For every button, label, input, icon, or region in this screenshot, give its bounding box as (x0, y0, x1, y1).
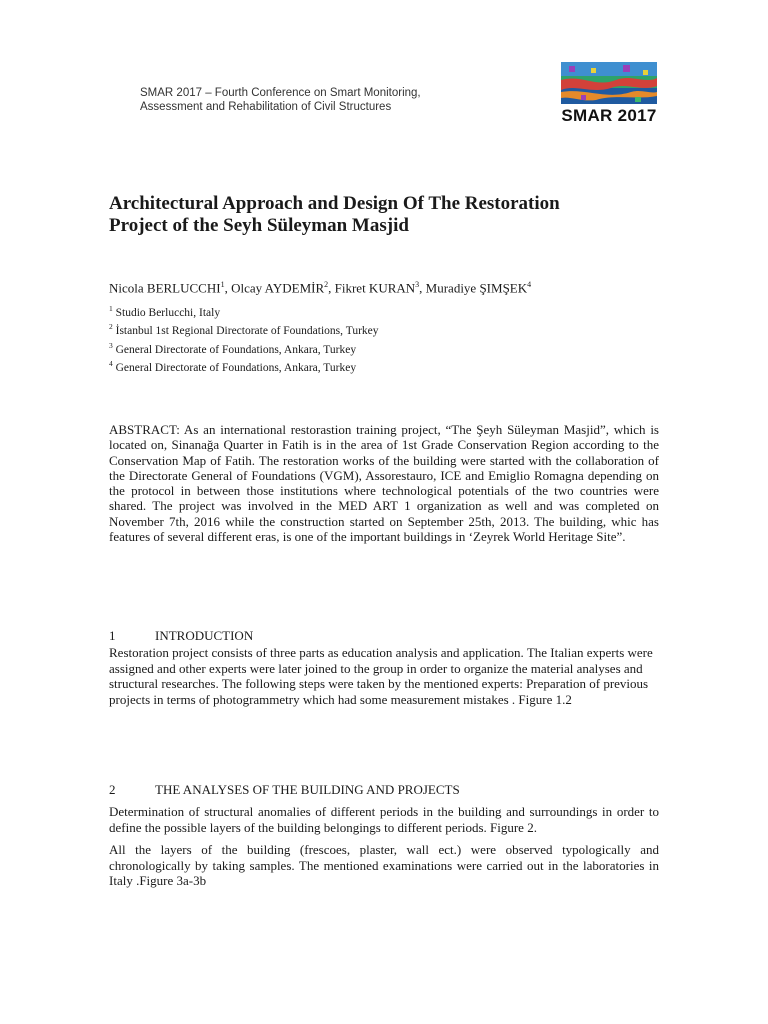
author-separator: , (224, 280, 232, 296)
author-name: Fikret KURAN (334, 280, 416, 296)
section-title: INTRODUCTION (155, 628, 254, 643)
analyses-paragraph-1: Determination of structural anomalies of different periods in the building and surroundings in order to define the possible layers of the building belongings to different periods. Figure 2. (109, 804, 659, 835)
affiliation-text: General Directorate of Foundations, Ankara, Turkey (112, 361, 357, 374)
analyses-paragraph-2: All the layers of the building (frescoes, plaster, wall ect.) were observed typologically and chronologically by taking samples. The mentioned examinations were carried out in the laboratories in Italy .Figure 3a-3b (109, 842, 659, 888)
smar-logo (561, 62, 657, 126)
affiliation-sup: 4 (109, 358, 113, 368)
author-sup: 2 (324, 280, 329, 289)
conference-header (140, 87, 421, 114)
affiliation-item (109, 357, 379, 375)
affiliation-item (109, 320, 379, 338)
author-separator: , (419, 280, 426, 296)
author-name: Muradiye ŞIMŞEK (425, 280, 528, 296)
title-line-1: Architectural Approach and Design Of The Restoration (109, 193, 560, 214)
affiliation-item (109, 302, 379, 320)
author-sup: 1 (220, 280, 225, 289)
paper-title (109, 193, 669, 237)
author-name: Nicola BERLUCCHI (109, 280, 221, 296)
author-sup: 3 (415, 280, 420, 289)
conference-line-2: Assessment and Rehabilitation of Civil Structures (140, 100, 392, 113)
author-sup: 4 (527, 280, 532, 289)
affiliation-text: İstanbul 1st Regional Directorate of Foundations, Turkey (112, 325, 379, 338)
section-number: 2 (109, 782, 116, 797)
conference-line-1: SMAR 2017 – Fourth Conference on Smart Monitoring, (140, 87, 421, 99)
section-heading-analyses (109, 782, 460, 798)
affiliation-text: General Directorate of Foundations, Ankara, Turkey (112, 343, 357, 356)
section-heading-introduction (109, 628, 253, 644)
abstract: ABSTRACT: As an international restorastion training project, “The Şeyh Süleyman Masjid”, which is located on, Sinanağa Quarter in Fatih is in the area of 1st Grade Conservation Region according to the Conservation Map of Fatih. The restoration works of the building were started with the collaboration of the Directorate General of Foundations (VGM), Assorestauro, ICE and Emiglio Romagna depending on the protocol in between those institutions where technological potentials of the two countries were shared. The project was involved in the MED ART 1 organization as well and was completed on November 7th, 2016 while the construction started on September 25th, 2013. The building, whic has features of several different eras, is one of the important buildings in ‘Zeyrek World Heritage Site”. (109, 422, 659, 545)
logo-text: SMAR 2017 (561, 106, 657, 125)
affiliation-sup: 1 (109, 304, 113, 313)
affiliation-sup: 2 (109, 322, 113, 332)
affiliation-item (109, 339, 379, 357)
section-title: THE ANALYSES OF THE BUILDING AND PROJECTS (155, 782, 460, 797)
section-number: 1 (109, 628, 116, 643)
affiliation-text: Studio Berlucchi, Italy (112, 306, 221, 319)
title-line-2: Project of the Seyh Süleyman Masjid (109, 215, 409, 236)
author-list (109, 280, 531, 296)
logo-mosaic-image (561, 62, 657, 104)
author-separator: , (328, 280, 335, 296)
affiliation-list (109, 302, 379, 375)
author-name: Olcay AYDEMİR (231, 280, 325, 296)
introduction-paragraph: Restoration project consists of three parts as education analysis and application. The Italian experts were assigned and other experts were later joined to the group in order to organize the material analyses and structural researches. The following steps were taken by the mentioned experts: Preparation of previous projects in terms of photogrammetry which had some measurement mistakes . Figure 1.2 (109, 645, 653, 707)
affiliation-sup: 3 (109, 340, 113, 350)
